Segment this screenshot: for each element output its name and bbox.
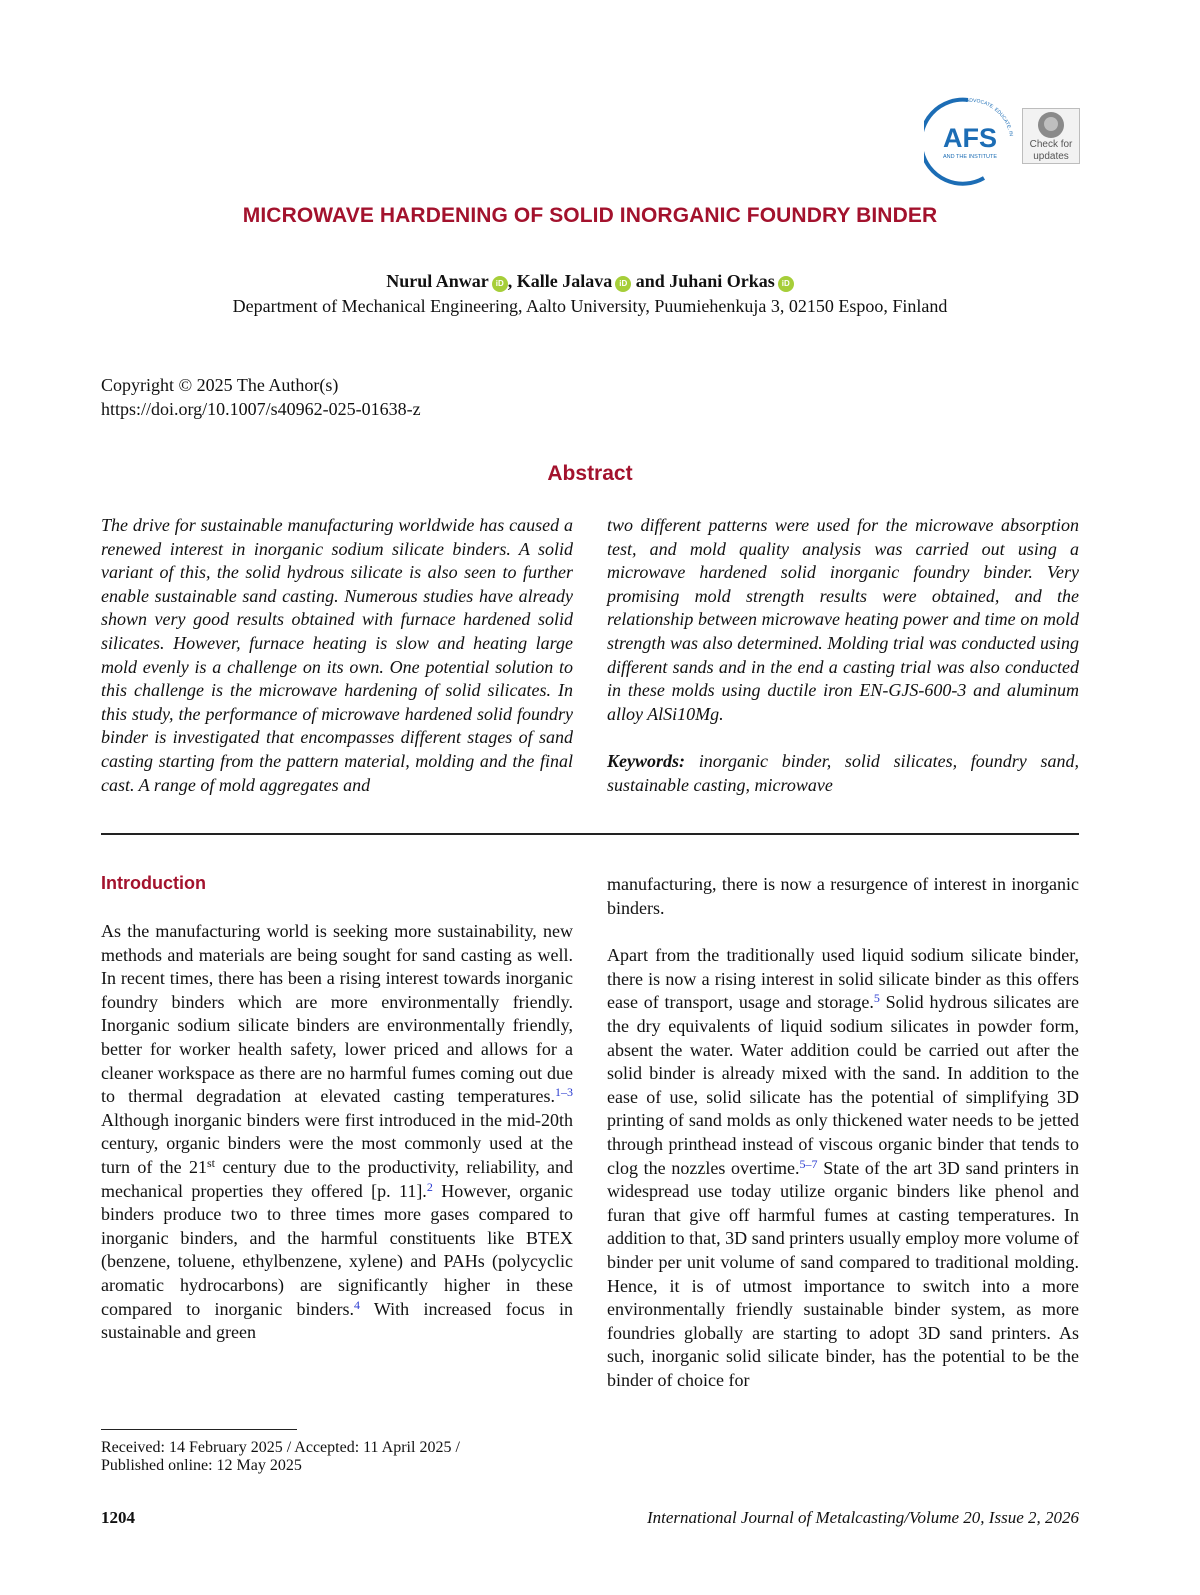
introduction-right-column	[607, 873, 1079, 1392]
orcid-icon[interactable]: iD	[778, 276, 794, 292]
citation-link[interactable]: 5	[873, 991, 880, 1006]
received-dates	[101, 1439, 460, 1475]
journal-citation: International Journal of Metalcasting/Volume 20, Issue 2, 2026	[646, 1508, 1079, 1527]
copyright-line: Copyright © 2025 The Author(s)	[101, 375, 339, 395]
introduction-heading: Introduction	[101, 873, 206, 893]
section-divider	[101, 833, 1079, 835]
body-paragraph: manufacturing, there is now a resurgence of interest in inorganic binders.	[607, 874, 1079, 918]
orcid-icon[interactable]: iD	[492, 276, 508, 292]
introduction-left-column	[101, 920, 573, 1345]
keywords-list: inorganic binder, solid silicates, foundry sand, sustainable casting, microwave	[607, 751, 1079, 795]
body-paragraph: As the manufacturing world is seeking more sustainability, new methods and materials are being sought for sand casting as well. In recent times, there has been a rising interest towards inorganic foundry binders which are more environmentally friendly. Inorganic sodium silicate binders are environmentally friendly, better for worker health safety, lower priced and allows for a cleaner workspace as there are no harmful fumes coming out due to thermal degradation at elevated casting temperatures.$^{1-3}$ Although inorganic binders were first introduced in the mid-20th century, organic binders were the most commonly used at the turn of the 21st century due to the productivity, reliability, and mechanical properties they offered [p. 11].$^2$ However, organic binders produce two to three times more gases compared to inorganic binders, and the harmful constituents like BTEX (benzene, toluene, ethylbenzene, xylene) and PAHs (polycyclic aromatic hydrocarbons) are significantly higher in these compared to inorganic binders.$^4$ With increased focus in sustainable and green	[101, 921, 573, 1343]
paper-title: MICROWAVE HARDENING OF SOLID INORGANIC FOUNDRY BINDER	[242, 204, 938, 227]
citation-link[interactable]: 5–7	[799, 1156, 818, 1171]
keywords	[607, 750, 1079, 797]
author-name: Juhani Orkas	[669, 271, 775, 291]
copyright-block	[101, 373, 421, 421]
afs-arc-text: ADVOCATE. EDUCATE. IN	[965, 97, 1014, 137]
published-line: Published online: 12 May 2025	[101, 1457, 302, 1474]
abstract-text-left	[101, 514, 573, 797]
author-name: Nurul Anwar	[386, 271, 489, 291]
abstract-paragraph: The drive for sustainable manufacturing worldwide has caused a renewed interest in inorganic sodium silicate binders. A solid variant of this, the solid hydrous silicate is also seen to further enable sustainable sand casting. Numerous studies have already shown very good results obtained with furnace hardened solid silicates. However, furnace heating is slow and heating large mold evenly is a challenge on its own. One potential solution to this challenge is the microwave hardening of solid silicates. In this study, the performance of microwave hardened solid foundry binder is investigated that encompasses different stages of sand casting starting from the pattern material, molding and the final cast. A range of mold aggregates and	[101, 515, 573, 795]
citation-link[interactable]: 1–3	[555, 1085, 573, 1100]
afs-tagline: AND THE INSTITUTE	[943, 154, 997, 160]
author-separator: ,	[507, 271, 517, 291]
keywords-label: Keywords:	[607, 751, 685, 772]
footnote-divider	[101, 1429, 297, 1430]
affiliation: Department of Mechanical Engineering, Aalto University, Puumiehenkuja 3, 02150 Espoo, Finland	[232, 296, 948, 316]
author-list	[0, 271, 1180, 292]
abstract-paragraph: two different patterns were used for the microwave absorption test, and mold quality analysis was carried out using a microwave hardened solid inorganic foundry binder. Very promising mold strength results were obtained, and the relationship between microwave heating power and time on mold strength was also determined. Molding trial was conducted using different sands and in the end a casting trial was also conducted in these molds using ductile iron EN-GJS-600-3 and aluminum alloy AlSi10Mg.	[607, 515, 1079, 724]
abstract-heading: Abstract	[547, 462, 633, 485]
check-updates-line2: updates	[1033, 151, 1069, 162]
received-accepted-line: Received: 14 February 2025 / Accepted: 11 April 2025 /	[101, 1439, 460, 1456]
body-paragraph: Apart from the traditionally used liquid sodium silicate binder, there is now a rising interest in solid silicate binder as this offers ease of transport, usage and storage.$^5$ Solid hydrous silicates are the dry equivalents of liquid sodium silicates in powder form, absent the water. Water addition could be carried out after the solid binder is already mixed with the sand. In addition to the ease of use, solid silicate has the potential of simplifying 3D printing of sand molds as only thickened water needs to be jetted through printhead instead of viscous organic binder that tends to clog the nozzles overtime.$^{5-7}$ State of the art 3D sand printers in widespread use today utilize organic binders like phenol and furan that give off harmful fumes at casting temperatures. In addition to that, 3D sand printers usually employ more volume of binder per unit volume of sand compared to traditional molding. Hence, it is of utmost importance to switch into a more environmentally friendly sustainable binder system, as more foundries globally are starting to adopt 3D sand printers. As such, inorganic solid silicate binder, has the potential to be the binder of choice for	[607, 945, 1080, 1390]
author-separator: and	[631, 271, 670, 291]
orcid-icon[interactable]: iD	[615, 276, 631, 292]
abstract-text-right	[607, 514, 1079, 798]
afs-logo	[924, 94, 1020, 186]
doi-link[interactable]: https://doi.org/10.1007/s40962-025-01638-z	[101, 399, 421, 419]
check-for-updates-badge[interactable]	[1022, 108, 1080, 164]
citation-link[interactable]: 4	[353, 1297, 360, 1312]
check-updates-line1: Check for	[1029, 139, 1073, 150]
afs-logo-text: AFS	[943, 123, 997, 153]
citation-link[interactable]: 2	[426, 1179, 433, 1194]
ordinal-suffix: st	[207, 1155, 216, 1170]
page-number: 1204	[101, 1508, 135, 1527]
author-name: Kalle Jalava	[516, 271, 613, 291]
check-updates-icon	[1038, 112, 1064, 138]
publisher-logos	[920, 94, 1082, 186]
